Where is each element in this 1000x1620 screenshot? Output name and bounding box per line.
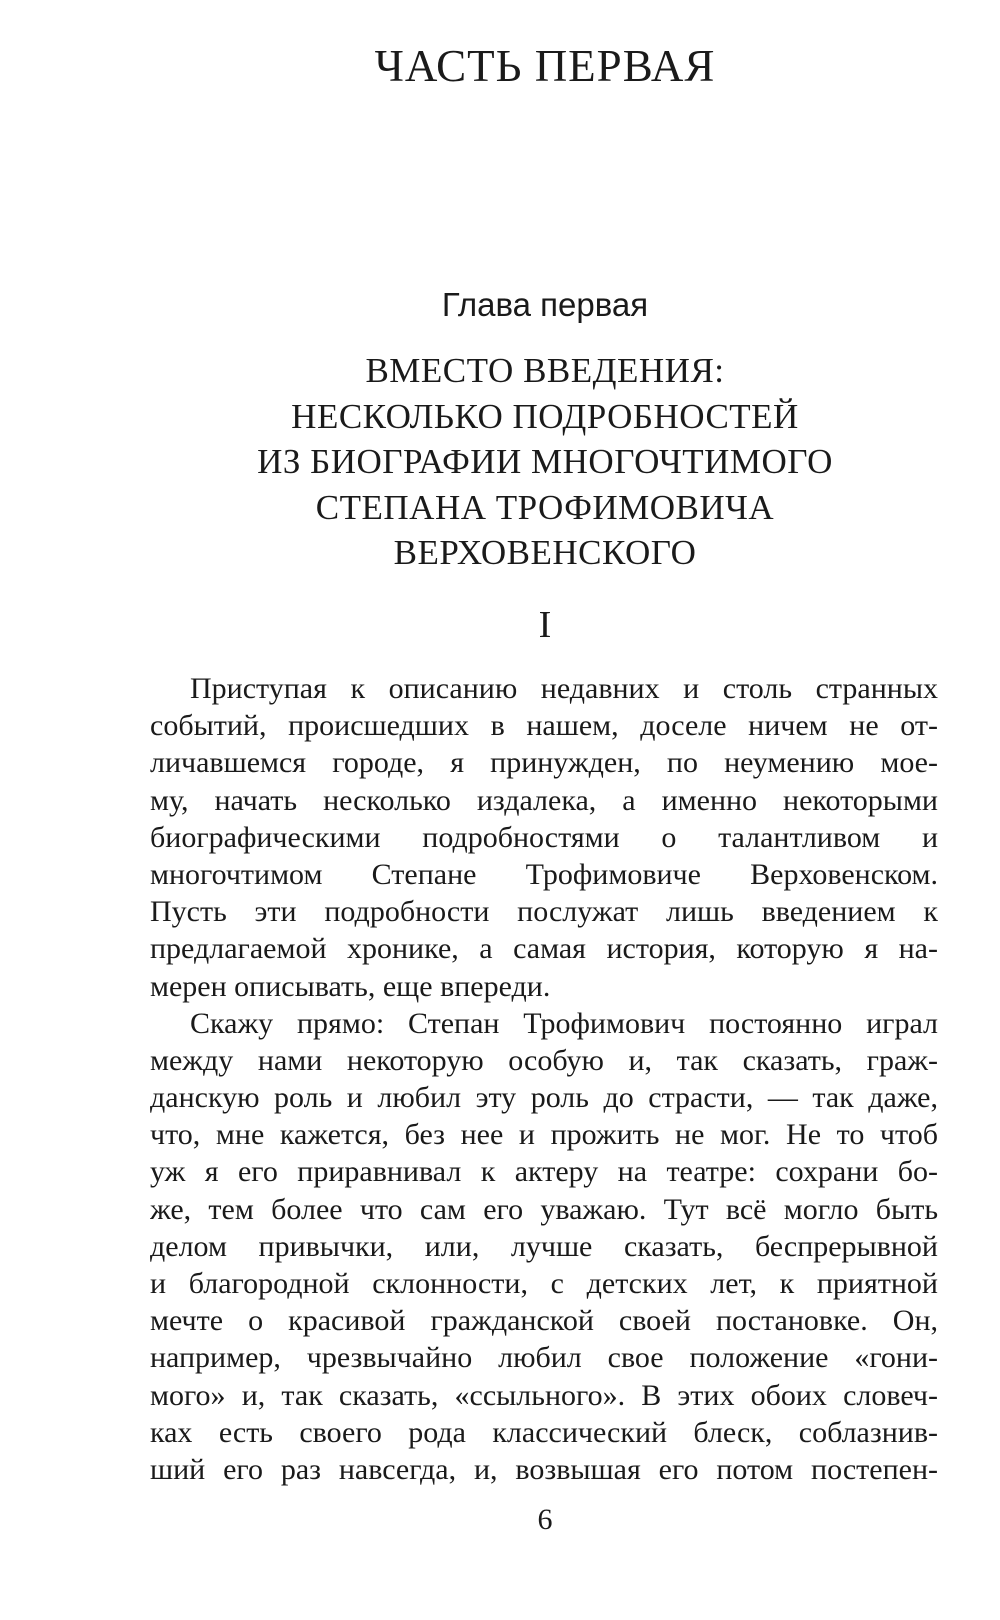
text-line: мерен описывать, еще впереди. [150, 969, 551, 1003]
text-line: Скажу прямо: Степан Трофимович постоянно играл [190, 1006, 938, 1040]
text-line: что, мне кажется, без нее и прожить не мог. Не то чтоб [150, 1118, 938, 1152]
page-number: 6 [537, 1503, 553, 1536]
text-line: му, начать несколько издалека, а именно некоторыми [150, 783, 938, 817]
text-line: уж я его приравнивал к актеру на театре: сохрани бо- [150, 1155, 938, 1189]
chapter-title [0, 348, 1000, 576]
text-line: же, тем более что сам его уважаю. Тут всё могло быть [150, 1192, 938, 1226]
chapter-label: Глава первая [441, 286, 649, 323]
chapter-title-line: СТЕПАНА ТРОФИМОВИЧА [315, 487, 775, 527]
chapter-title-line: ВЕРХОВЕНСКОГО [393, 533, 697, 572]
chapter-title-line: ИЗ БИОГРАФИИ МНОГОЧТИМОГО [257, 442, 833, 481]
text-line: между нами некоторую особую и, так сказать, граж- [150, 1043, 938, 1077]
text-line: и благородной склонности, с детских лет, к приятной [150, 1267, 938, 1300]
text-line: многочтимом Степане Трофимовиче Верховенском. [150, 857, 938, 891]
chapter-title-line: ВМЕСТО ВВЕДЕНИЯ: [365, 351, 725, 390]
text-line: предлагаемой хронике, а самая история, которую я на- [150, 932, 938, 966]
text-line: данскую роль и любил эту роль до страсти, — так даже, [150, 1081, 938, 1115]
text-line: делом привычки, или, лучше сказать, беспрерывной [150, 1229, 938, 1263]
text-line: событий, происшедших в нашем, доселе ничем не от- [150, 709, 938, 743]
text-line: личавшемся городе, я принужден, по неумению мое- [150, 746, 938, 780]
text-line: мечте о красивой гражданской своей постановке. Он, [150, 1304, 938, 1338]
chapter-title-line: НЕСКОЛЬКО ПОДРОБНОСТЕЙ [291, 396, 799, 436]
body-text [150, 670, 938, 1488]
text-line: биографическими подробностями о талантливом и [150, 820, 938, 854]
text-line: Приступая к описанию недавних и столь странных [190, 672, 938, 705]
text-line: мого» и, так сказать, «ссыльного». В этих обоих словеч- [150, 1378, 938, 1412]
text-line: Пусть эти подробности послужат лишь введением к [150, 895, 938, 929]
part-title: ЧАСТЬ ПЕРВАЯ [374, 41, 716, 91]
text-line: например, чрезвычайно любил свое положение «гони- [150, 1341, 938, 1375]
section-numeral: I [538, 604, 552, 646]
text-line: ках есть своего рода классический блеск, соблазнив- [150, 1415, 938, 1449]
text-line: ший его раз навсегда, и, возвышая его потом постепен- [150, 1452, 938, 1486]
